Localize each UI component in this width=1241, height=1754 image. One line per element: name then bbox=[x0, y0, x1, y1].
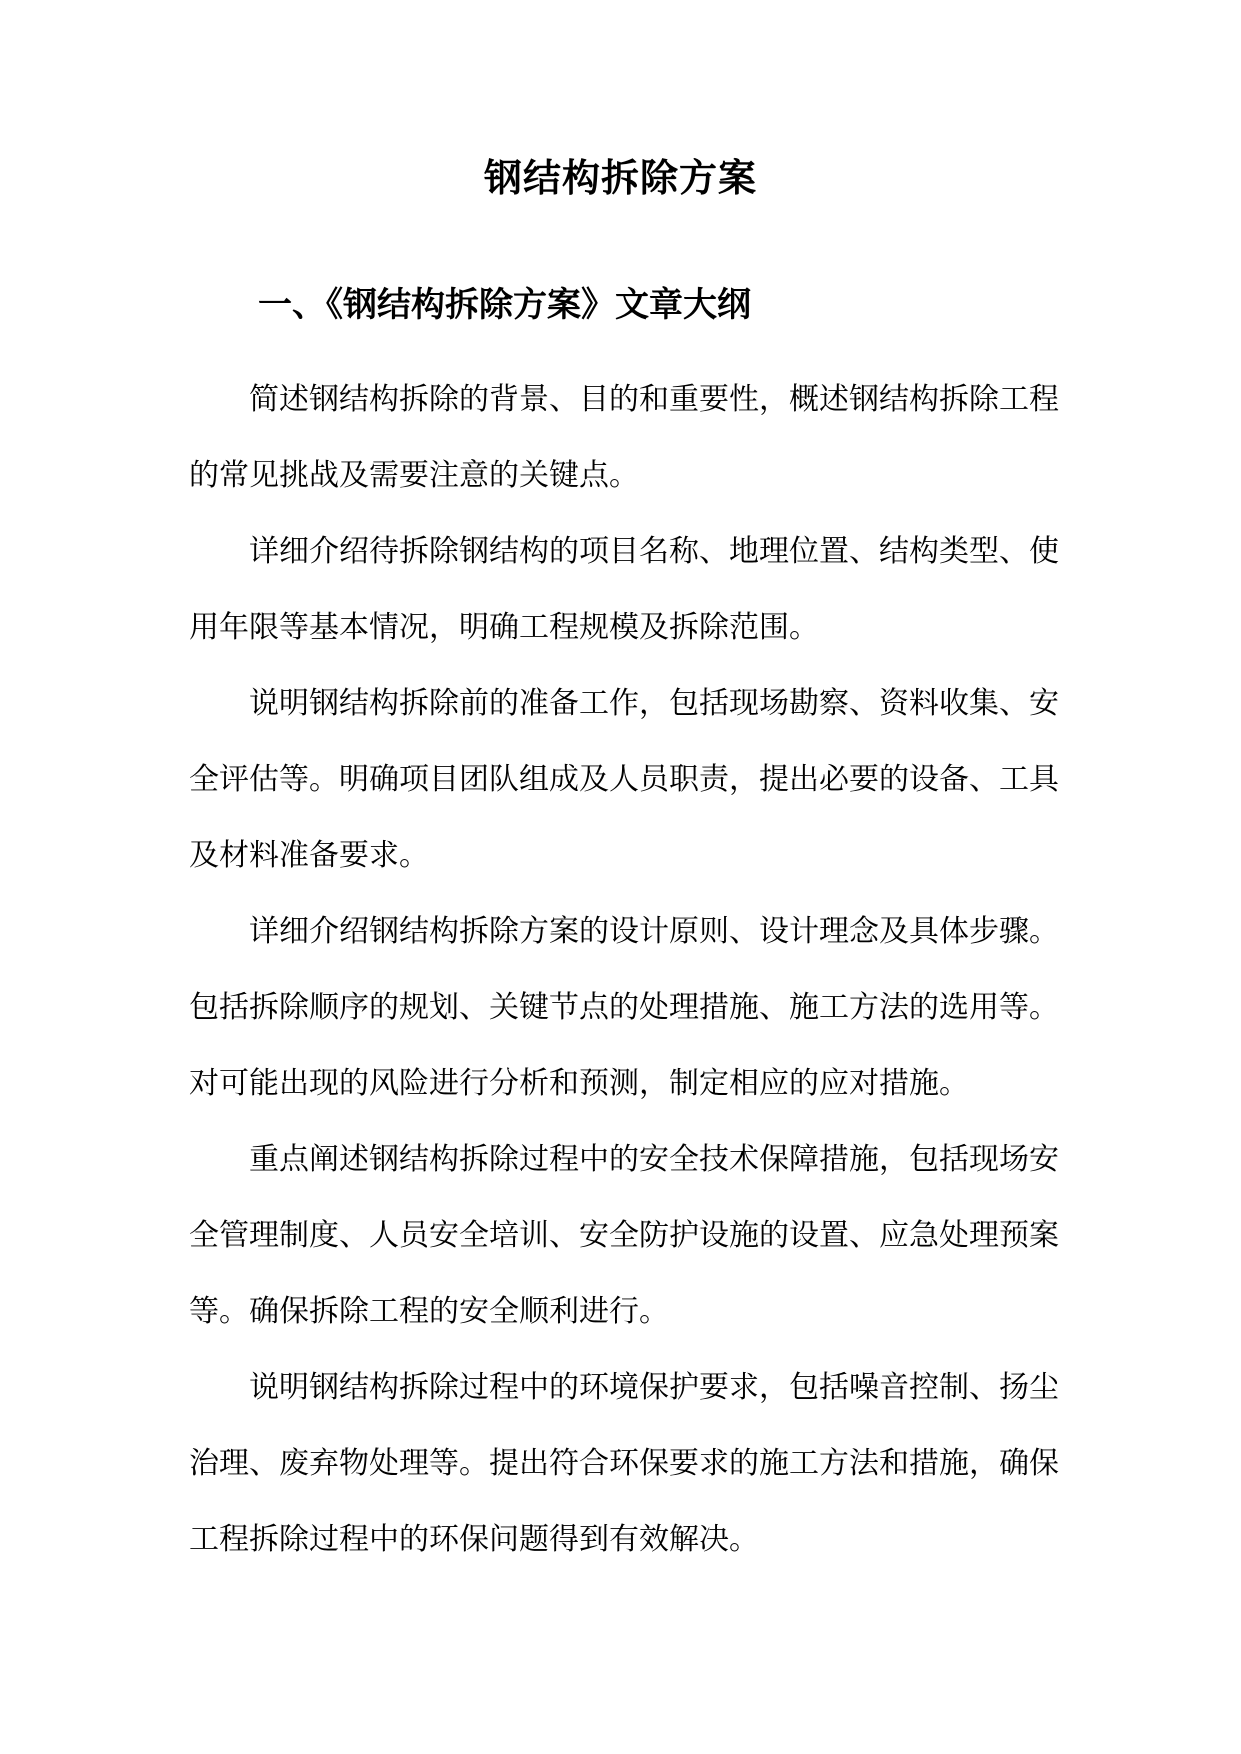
section-heading: 一、《钢结构拆除方案》文章大纲 bbox=[258, 285, 751, 325]
paragraph-preparation: 说明钢结构拆除前的准备工作，包括现场勘察、资料收集、安全评估等。明确项目团队组成及人员职责，提出必要的设备、工具及材料准备要求。 bbox=[189, 686, 1059, 873]
paragraph-project-overview: 详细介绍待拆除钢结构的项目名称、地理位置、结构类型、使用年限等基本情况，明确工程规模及拆除范围。 bbox=[189, 534, 1059, 645]
body-text bbox=[189, 362, 1059, 1578]
paragraph-safety: 重点阐述钢结构拆除过程中的安全技术保障措施，包括现场安全管理制度、人员安全培训、安全防护设施的设置、应急处理预案等。确保拆除工程的安全顺利进行。 bbox=[189, 1142, 1059, 1329]
paragraph-environment: 说明钢结构拆除过程中的环境保护要求，包括噪音控制、扬尘治理、废弃物处理等。提出符合环保要求的施工方法和措施，确保工程拆除过程中的环保问题得到有效解决。 bbox=[189, 1370, 1059, 1557]
paragraph-design: 详细介绍钢结构拆除方案的设计原则、设计理念及具体步骤。包括拆除顺序的规划、关键节点的处理措施、施工方法的选用等。对可能出现的风险进行分析和预测，制定相应的应对措施。 bbox=[189, 914, 1059, 1101]
paragraph-background: 简述钢结构拆除的背景、目的和重要性，概述钢结构拆除工程的常见挑战及需要注意的关键点。 bbox=[189, 382, 1059, 493]
page-title: 钢结构拆除方案 bbox=[483, 155, 757, 200]
